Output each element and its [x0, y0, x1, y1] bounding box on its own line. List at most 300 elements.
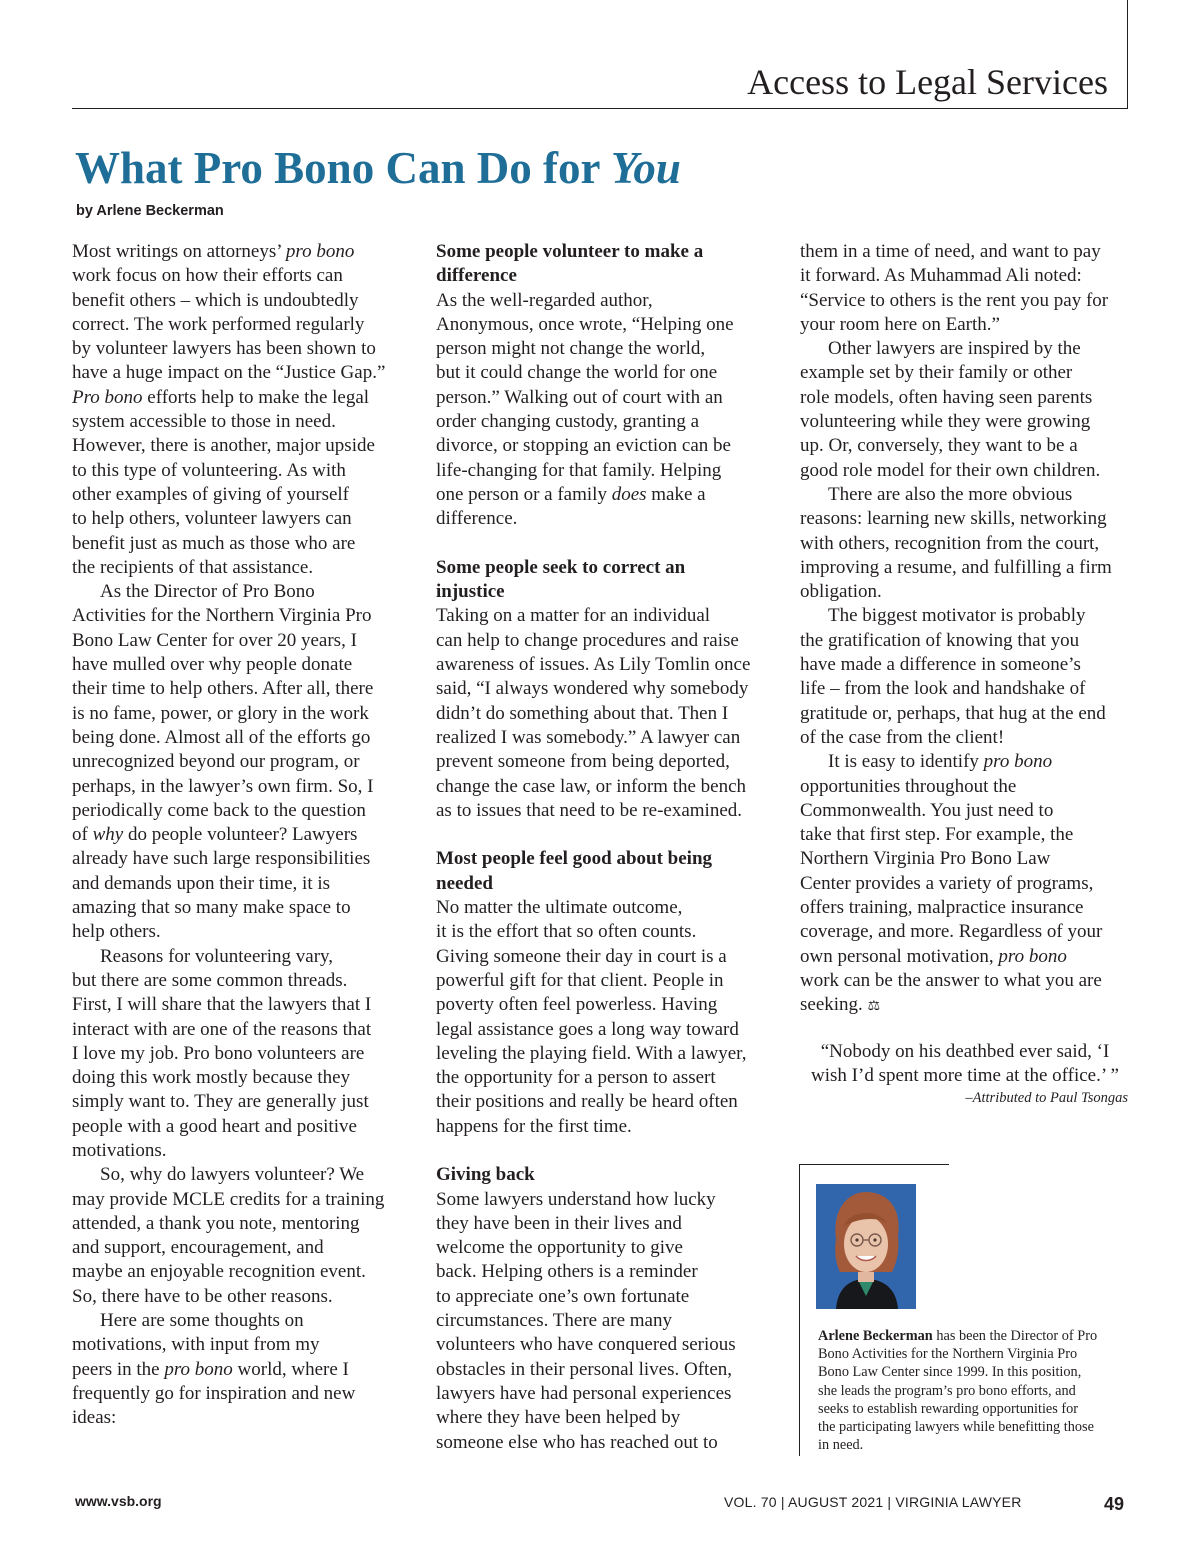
text-line	[436, 799, 772, 823]
text-line	[800, 653, 1130, 677]
text: world, where I	[232, 1358, 349, 1380]
text: Here are some thoughts on	[100, 1310, 304, 1332]
text: Most writings on attorneys’	[72, 241, 286, 262]
text: to appreciate one’s own fortunate	[436, 1285, 690, 1307]
text: didn’t do something about that. Then I	[436, 702, 729, 724]
text: Some people volunteer to make a	[436, 241, 704, 262]
text-line	[72, 1139, 408, 1163]
text-line	[436, 483, 772, 507]
text-line	[436, 361, 772, 385]
text: maybe an enjoyable recognition event.	[72, 1261, 366, 1283]
text: “Service to others is the rent you pay for	[800, 289, 1109, 311]
text: work can be the answer to what you are	[800, 969, 1102, 991]
article-title	[75, 140, 681, 196]
text-line	[72, 556, 408, 580]
bio-line: has been the Director of Pro	[932, 1328, 1098, 1344]
text: Some lawyers understand how lucky	[436, 1188, 716, 1210]
text: seeking.	[800, 994, 868, 1016]
italic-text: pro bono	[164, 1358, 233, 1380]
text-line	[800, 580, 1130, 604]
text: difference.	[436, 508, 518, 530]
bio-line: Bono Activities for the Northern Virginia Pro	[818, 1346, 1078, 1363]
text: Northern Virginia Pro Bono Law	[800, 848, 1051, 870]
text: them in a time of need, and want to pay	[800, 241, 1101, 262]
text-line	[436, 702, 772, 726]
text: As the Director of Pro Bono	[100, 581, 315, 603]
paragraph	[800, 240, 1130, 337]
text-line	[800, 823, 1130, 847]
text-line	[800, 532, 1130, 556]
text-line	[800, 264, 1130, 288]
text-line	[436, 1406, 772, 1430]
quote-attribution: –Attributed to Paul Tsongas	[965, 1089, 1128, 1106]
paragraph	[436, 289, 772, 532]
text-line	[72, 726, 408, 750]
italic-text: pro bono	[983, 751, 1053, 773]
text: powerful gift for that client. People in	[436, 969, 724, 991]
text: doing this work mostly because they	[72, 1067, 351, 1089]
text-line	[72, 1066, 408, 1090]
text-line	[72, 410, 408, 434]
text: perhaps, in the lawyer’s own firm. So, I	[72, 775, 374, 797]
text: interact with are one of the reasons that	[72, 1018, 372, 1040]
text: person might not change the world,	[436, 338, 706, 360]
text-line	[800, 847, 1130, 871]
text-line	[72, 532, 408, 556]
text-line	[72, 945, 408, 969]
text: back. Helping others is a reminder	[436, 1261, 698, 1283]
text-line	[436, 629, 772, 653]
text: It is easy to identify	[828, 751, 984, 773]
text-line	[800, 920, 1130, 944]
text-line	[72, 823, 408, 847]
text: Giving back	[436, 1164, 535, 1186]
italic-text: pro bono	[998, 945, 1067, 967]
text-line	[436, 1212, 772, 1236]
bio-line: Bono Law Center since 1999. In this position,	[818, 1364, 1082, 1381]
text-line	[436, 1042, 772, 1066]
text-line	[800, 337, 1130, 361]
text: it is the effort that so often counts.	[436, 921, 697, 943]
text: but there are some common threads.	[72, 969, 348, 991]
text-line	[800, 969, 1130, 993]
text-line	[436, 896, 772, 920]
text-line	[436, 1236, 772, 1260]
text: Commonwealth. You just need to	[800, 799, 1054, 821]
text: work focus on how their efforts can	[72, 265, 343, 287]
article-title-emphasis: You	[610, 143, 681, 193]
text-line	[800, 872, 1130, 896]
text: and support, encouragement, and	[72, 1237, 324, 1259]
text: obligation.	[800, 581, 882, 603]
text-line	[436, 1260, 772, 1284]
text: unrecognized beyond our program, or	[72, 751, 360, 773]
text-line	[436, 1018, 772, 1042]
text-line	[800, 604, 1130, 628]
text-line	[436, 604, 772, 628]
text: have a huge impact on the “Justice Gap.”	[72, 362, 386, 384]
text: Anonymous, once wrote, “Helping one	[436, 313, 734, 335]
text-line	[436, 507, 772, 531]
text: leveling the playing field. With a lawyer,	[436, 1042, 747, 1064]
text-line	[436, 1382, 772, 1406]
text: Reasons for volunteering vary,	[100, 945, 334, 967]
text: lawyers have had personal experiences	[436, 1382, 732, 1404]
text-line	[72, 799, 408, 823]
text: efforts help to make the legal	[142, 386, 370, 408]
text: life – from the look and handshake of	[800, 678, 1086, 700]
text-line	[72, 361, 408, 385]
text: role models, often having seen parents	[800, 386, 1093, 408]
text-line	[72, 1018, 408, 1042]
text: it forward. As Muhammad Ali noted:	[800, 265, 1082, 287]
text-line	[436, 653, 772, 677]
text-line	[800, 410, 1130, 434]
text: may provide MCLE credits for a training	[72, 1188, 385, 1210]
text-line	[436, 677, 772, 701]
text-line	[436, 1115, 772, 1139]
text-line	[436, 750, 772, 774]
text-line	[436, 726, 772, 750]
text: simply want to. They are generally just	[72, 1091, 369, 1113]
text-line	[436, 1431, 772, 1455]
text-line	[72, 896, 408, 920]
scales-end-mark-icon: ⚖	[867, 998, 881, 1015]
text: So, why do lawyers volunteer? We	[100, 1164, 365, 1186]
text-line	[436, 410, 772, 434]
text-line	[72, 604, 408, 628]
text-line	[800, 702, 1130, 726]
subheading-line	[436, 264, 772, 288]
text: they have been in their lives and	[436, 1212, 682, 1234]
text: peers in the	[72, 1358, 165, 1380]
column-3	[800, 240, 1130, 1019]
bio-line: the participating lawyers while benefitting those	[818, 1419, 1094, 1436]
author-photo	[816, 1184, 916, 1309]
paragraph	[436, 896, 772, 1139]
text-line	[800, 289, 1130, 313]
text: take that first step. For example, the	[800, 824, 1074, 846]
text: said, “I always wondered why somebody	[436, 678, 749, 700]
text-line	[436, 1285, 772, 1309]
text: coverage, and more. Regardless of your	[800, 921, 1103, 943]
text-line	[436, 1333, 772, 1357]
footer-issue-info: VOL. 70 | AUGUST 2021 | VIRGINIA LAWYER	[724, 1494, 1022, 1510]
text: There are also the more obvious	[828, 483, 1073, 505]
text: gratitude or, perhaps, that hug at the end	[800, 702, 1106, 724]
text-line	[72, 872, 408, 896]
text-line	[800, 434, 1130, 458]
text: difference	[436, 265, 517, 287]
subheading-line	[436, 847, 772, 871]
text-line	[72, 653, 408, 677]
text-line	[800, 240, 1130, 264]
text-line	[436, 920, 772, 944]
text-line	[72, 1163, 408, 1187]
subheading-line	[436, 556, 772, 580]
bio-horizontal-rule	[799, 1164, 949, 1165]
text-line	[436, 313, 772, 337]
text: Most people feel good about being	[436, 848, 713, 870]
text: improving a resume, and fulfilling a firm	[800, 556, 1112, 578]
text: example set by their family or other	[800, 362, 1073, 384]
text-line	[72, 313, 408, 337]
text-line	[72, 264, 408, 288]
text-line	[72, 1090, 408, 1114]
text-line	[436, 337, 772, 361]
text: Taking on a matter for an individual	[436, 605, 711, 627]
text: the opportunity for a person to assert	[436, 1067, 716, 1089]
text: your room here on Earth.”	[800, 313, 1000, 335]
paragraph	[72, 1163, 408, 1309]
text-line	[800, 775, 1130, 799]
text: correct. The work performed regularly	[72, 313, 365, 335]
text-line	[72, 1212, 408, 1236]
text-line	[436, 289, 772, 313]
text: The biggest motivator is probably	[828, 605, 1086, 627]
header-horizontal-rule	[72, 108, 1128, 109]
text: circumstances. There are many	[436, 1310, 672, 1332]
text-line	[800, 750, 1130, 774]
italic-text: Pro bono	[72, 386, 143, 408]
text-line	[436, 945, 772, 969]
text: their time to help others. After all, there	[72, 678, 374, 700]
text-line	[436, 1358, 772, 1382]
text-line	[800, 459, 1130, 483]
text: motivations.	[72, 1139, 167, 1161]
text-line	[72, 629, 408, 653]
text-line	[800, 386, 1130, 410]
subheading-line	[436, 1163, 772, 1187]
text-line	[72, 750, 408, 774]
bio-line: seeks to establish rewarding opportunities for	[818, 1400, 1079, 1417]
text: make a	[646, 483, 706, 505]
text-line	[800, 945, 1130, 969]
text: ideas:	[72, 1407, 117, 1429]
text: frequently go for inspiration and new	[72, 1382, 356, 1404]
text-line	[800, 361, 1130, 385]
text-line	[436, 459, 772, 483]
text-line	[72, 1236, 408, 1260]
bio-line: in need.	[818, 1437, 864, 1454]
text-line	[800, 313, 1130, 337]
text-line	[436, 969, 772, 993]
paragraph	[800, 337, 1130, 483]
paragraph	[72, 1309, 408, 1430]
text: can help to change procedures and raise	[436, 629, 739, 651]
text-line	[72, 1042, 408, 1066]
text-line	[72, 337, 408, 361]
text-line	[72, 1309, 408, 1333]
italic-text: does	[611, 483, 647, 505]
text: their positions and really be heard often	[436, 1091, 738, 1113]
text-line	[800, 726, 1130, 750]
paragraph	[72, 945, 408, 1164]
byline: by Arlene Beckerman	[76, 203, 224, 219]
text-line	[800, 629, 1130, 653]
text: do people volunteer? Lawyers	[123, 824, 358, 846]
text-line	[72, 1382, 408, 1406]
text: to help others, volunteer lawyers can	[72, 508, 352, 530]
text: order changing custody, granting a	[436, 411, 700, 433]
text: own personal motivation,	[800, 945, 999, 967]
text: one person or a family	[436, 483, 612, 505]
bio-author-name: Arlene Beckerman	[818, 1328, 933, 1344]
text: offers training, malpractice insurance	[800, 897, 1084, 919]
bio-line: she leads the program’s pro bono efforts, and	[818, 1382, 1076, 1399]
text: Giving someone their day in court is a	[436, 945, 727, 967]
text-line	[72, 459, 408, 483]
text-line	[72, 483, 408, 507]
column-2	[436, 240, 772, 1455]
text-line	[72, 1333, 408, 1357]
text-line	[72, 507, 408, 531]
text-line	[72, 1406, 408, 1430]
text-line	[72, 993, 408, 1017]
subheading	[436, 1163, 772, 1187]
text-line	[72, 775, 408, 799]
text-line	[436, 993, 772, 1017]
text: So, there have to be other reasons.	[72, 1285, 333, 1307]
text-line	[72, 969, 408, 993]
text-line	[72, 580, 408, 604]
text: change the case law, or inform the bench	[436, 775, 747, 797]
text: have mulled over why people donate	[72, 654, 353, 676]
text: life-changing for that family. Helping	[436, 459, 722, 481]
text: I love my job. Pro bono volunteers are	[72, 1042, 365, 1064]
text: benefit just as much as those who are	[72, 532, 356, 554]
text: volunteers who have conquered serious	[436, 1334, 736, 1356]
text: No matter the ultimate outcome,	[436, 897, 683, 919]
text: someone else who has reached out to	[436, 1431, 718, 1453]
subheading	[436, 556, 772, 605]
text: needed	[436, 872, 493, 894]
text: attended, a thank you note, mentoring	[72, 1212, 360, 1234]
column-1	[72, 240, 408, 1431]
text: divorce, or stopping an eviction can be	[436, 435, 731, 457]
text: welcome the opportunity to give	[436, 1237, 683, 1259]
text: happens for the first time.	[436, 1115, 632, 1137]
text: already have such large responsibilities	[72, 848, 371, 870]
quote-line: “Nobody on his deathbed ever said, ‘I	[820, 1041, 1110, 1062]
page-number: 49	[1104, 1494, 1125, 1514]
paragraph	[72, 580, 408, 944]
text-line	[436, 1090, 772, 1114]
paragraph	[72, 240, 408, 580]
text: up. Or, conversely, they want to be a	[800, 435, 1078, 457]
text: of	[72, 824, 93, 846]
text: injustice	[436, 581, 505, 603]
text-line	[72, 434, 408, 458]
text-line	[72, 677, 408, 701]
text: legal assistance goes a long way toward	[436, 1018, 739, 1040]
text: with others, recognition from the court,	[800, 532, 1100, 554]
text-line	[72, 240, 408, 264]
text-line	[800, 556, 1130, 580]
text-line	[72, 1260, 408, 1284]
text-line	[800, 896, 1130, 920]
italic-text: why	[92, 824, 124, 846]
text-line	[72, 702, 408, 726]
quote-line: wish I’d spent more time at the office.’ ”	[811, 1065, 1119, 1087]
text: to this type of volunteering. As with	[72, 459, 346, 481]
text-line	[800, 799, 1130, 823]
italic-text: pro bono	[285, 241, 355, 262]
text: but it could change the world for one	[436, 362, 718, 384]
text: opportunities throughout the	[800, 775, 1017, 797]
text-line	[800, 993, 1130, 1018]
text-line	[72, 1358, 408, 1382]
text: periodically come back to the question	[72, 799, 366, 821]
subheading	[436, 847, 772, 896]
text: First, I will share that the lawyers that I	[72, 994, 372, 1016]
text-line	[72, 847, 408, 871]
author-bio	[818, 1327, 1130, 1454]
text: where they have been helped by	[436, 1407, 681, 1429]
bio-vertical-rule	[799, 1164, 800, 1456]
text: the gratification of knowing that you	[800, 629, 1080, 651]
author-portrait-image	[816, 1184, 916, 1309]
text: realized I was somebody.” A lawyer can	[436, 726, 741, 748]
text: of the case from the client!	[800, 726, 1005, 748]
paragraph	[800, 750, 1130, 1018]
text-line	[800, 677, 1130, 701]
text-line	[72, 386, 408, 410]
pull-quote	[800, 1040, 1130, 1107]
text: Bono Law Center for over 20 years, I	[72, 629, 357, 651]
footer-website-link[interactable]: www.vsb.org	[75, 1493, 162, 1509]
text-line	[800, 507, 1130, 531]
text: have made a difference in someone’s	[800, 654, 1081, 676]
text-line	[436, 1066, 772, 1090]
text: However, there is another, major upside	[72, 435, 375, 457]
text: As the well-regarded author,	[436, 289, 653, 311]
header-vertical-rule	[1127, 0, 1128, 109]
text: is no fame, power, or glory in the work	[72, 702, 369, 724]
text-line	[72, 920, 408, 944]
text: motivations, with input from my	[72, 1334, 320, 1356]
text: other examples of giving of yourself	[72, 483, 350, 505]
paragraph	[800, 483, 1130, 604]
text-line	[72, 1285, 408, 1309]
paragraph	[436, 604, 772, 823]
section-title: Access to Legal Services	[747, 62, 1108, 102]
text: being done. Almost all of the efforts go	[72, 726, 371, 748]
text: system accessible to those in need.	[72, 411, 336, 433]
subheading	[436, 240, 772, 289]
text: the recipients of that assistance.	[72, 556, 314, 578]
text: reasons: learning new skills, networking	[800, 508, 1107, 530]
paragraph	[436, 1188, 772, 1455]
text: Other lawyers are inspired by the	[828, 338, 1081, 360]
text-line	[800, 483, 1130, 507]
text: help others.	[72, 921, 161, 943]
text: person.” Walking out of court with an	[436, 386, 723, 408]
text: people with a good heart and positive	[72, 1115, 357, 1137]
text-line	[436, 775, 772, 799]
text: good role model for their own children.	[800, 459, 1101, 481]
text: poverty often feel powerless. Having	[436, 994, 718, 1016]
text: Activities for the Northern Virginia Pro	[72, 605, 372, 627]
text: volunteering while they were growing	[800, 411, 1091, 433]
text-line	[72, 289, 408, 313]
text: benefit others – which is undoubtedly	[72, 289, 359, 311]
paragraph	[800, 604, 1130, 750]
text-line	[72, 1115, 408, 1139]
text: obstacles in their personal lives. Often,	[436, 1358, 733, 1380]
subheading-line	[436, 872, 772, 896]
text-line	[436, 434, 772, 458]
